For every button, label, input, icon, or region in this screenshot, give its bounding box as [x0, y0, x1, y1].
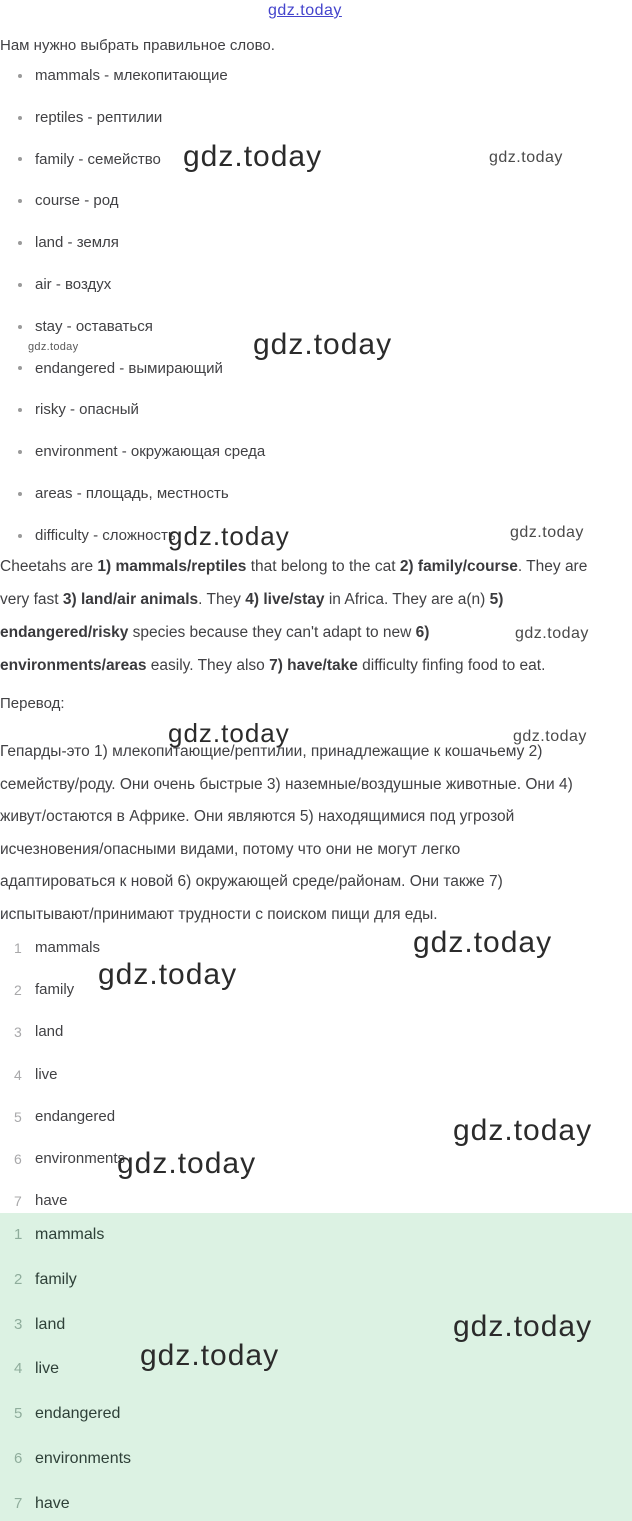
answer-number: 2 — [14, 1270, 23, 1288]
vocab-item — [0, 55, 265, 97]
exercise-line: endangered/risky species because they can't adapt to new 6) — [0, 624, 430, 641]
watermark: gdz.today — [489, 149, 563, 166]
watermark: gdz.today — [510, 524, 584, 541]
vocab-label: endangered - вымирающий — [35, 359, 223, 377]
answer-row — [0, 1213, 632, 1258]
answer-text: environments — [35, 1449, 132, 1467]
vocab-label: areas - площадь, местность — [35, 484, 229, 502]
bullet-icon — [18, 408, 22, 412]
vocab-label: difficulty - сложность — [35, 526, 176, 544]
vocab-label: reptiles - рептилии — [35, 108, 163, 126]
watermark: gdz.today — [183, 140, 323, 173]
vocab-label: stay - оставаться — [35, 317, 153, 335]
answer-number: 7 — [14, 1193, 22, 1210]
answers-panel-highlighted — [0, 1213, 632, 1521]
answer-text: land — [35, 1023, 64, 1041]
answer-number: 1 — [14, 940, 22, 956]
bullet-icon — [18, 366, 22, 370]
vocab-label: mammals - млекопитающие — [35, 67, 228, 84]
answer-number: 6 — [14, 1449, 23, 1467]
translation-line: живут/остаются в Африке. Они являются 5) находящимися под угрозой — [0, 808, 515, 825]
answer-row — [0, 1054, 632, 1096]
watermark: gdz.today — [513, 728, 587, 745]
bullet-icon — [18, 492, 22, 496]
exercise-line: very fast 3) land/air animals. They 4) live/stay in Africa. They are a(n) 5) — [0, 591, 504, 608]
watermark: gdz.today — [117, 1147, 257, 1180]
translation-line: Гепарды-это 1) млекопитающие/рептилии, принадлежащие к кошачьему 2) — [0, 743, 543, 760]
watermark: gdz.today — [453, 1310, 593, 1343]
bullet-icon — [18, 116, 22, 120]
answer-text: have — [35, 1494, 70, 1512]
answer-number: 4 — [14, 1066, 22, 1083]
bullet-icon — [18, 74, 22, 78]
watermark: gdz.today — [98, 958, 238, 991]
answer-text: endangered — [35, 1107, 116, 1125]
vocab-item — [0, 431, 265, 473]
vocab-item — [0, 222, 265, 264]
answer-row — [0, 1347, 632, 1392]
bullet-icon — [18, 534, 22, 538]
bullet-icon — [18, 157, 22, 161]
translation-line: исчезновения/опасными видами, потому что они не могут легко — [0, 840, 461, 858]
exercise-line: Cheetahs are 1) mammals/reptiles that belong to the cat 2) family/course. They are — [0, 558, 588, 575]
vocab-item — [0, 264, 265, 306]
answer-number: 2 — [14, 982, 22, 999]
answer-row — [0, 1437, 632, 1482]
vocab-label: course - род — [35, 192, 119, 210]
answer-number: 3 — [14, 1024, 22, 1041]
vocab-item — [0, 473, 265, 515]
translation-label: Перевод: — [0, 695, 65, 712]
answer-text: have — [35, 1192, 68, 1210]
bullet-icon — [18, 241, 22, 245]
translation-line: испытывают/принимают трудности с поиском пищи для еды. — [0, 905, 438, 923]
intro-text: Нам нужно выбрать правильное слово. — [0, 37, 275, 54]
answer-text: mammals — [35, 1226, 105, 1243]
answer-number: 7 — [14, 1494, 23, 1512]
watermark: gdz.today — [28, 341, 79, 353]
vocab-label: land - земля — [35, 234, 119, 252]
answer-row — [0, 1258, 632, 1303]
answer-number: 5 — [14, 1108, 22, 1125]
answer-row — [0, 1482, 632, 1521]
site-link-watermark[interactable]: gdz.today — [268, 2, 342, 19]
bullet-icon — [18, 199, 22, 203]
watermark: gdz.today — [140, 1339, 280, 1372]
watermark: gdz.today — [168, 718, 290, 748]
answer-number: 5 — [14, 1405, 23, 1423]
vocab-item — [0, 348, 265, 390]
answers-list — [0, 927, 632, 1222]
bullet-icon — [18, 325, 22, 329]
bullet-icon — [18, 450, 22, 454]
vocab-label: risky - опасный — [35, 401, 139, 419]
watermark: gdz.today — [453, 1114, 593, 1147]
answer-text: land — [35, 1315, 66, 1333]
vocabulary-list — [0, 55, 265, 557]
watermark: gdz.today — [168, 521, 290, 551]
answer-row — [0, 969, 632, 1011]
answer-number: 1 — [14, 1226, 23, 1243]
vocab-item — [0, 180, 265, 222]
translation-line: семейству/роду. Они очень быстрые 3) наземные/воздушные животные. Они 4) — [0, 775, 573, 793]
bullet-icon — [18, 283, 22, 287]
answer-text: endangered — [35, 1405, 121, 1423]
watermark: gdz.today — [253, 328, 393, 361]
answer-text: family — [35, 981, 75, 999]
answer-text: live — [35, 1360, 60, 1378]
vocab-label: family - семейство — [35, 150, 161, 168]
answer-number: 6 — [14, 1150, 22, 1167]
exercise-paragraph — [0, 550, 587, 682]
answer-text: family — [35, 1270, 77, 1288]
answer-row — [0, 1392, 632, 1437]
answer-text: environments — [35, 1149, 126, 1167]
exercise-line: environments/areas easily. They also 7) have/take difficulty finfing food to eat. — [0, 657, 546, 674]
vocab-label: environment - окружающая среда — [35, 443, 266, 461]
answer-number: 3 — [14, 1315, 23, 1333]
answer-number: 4 — [14, 1360, 23, 1378]
watermark: gdz.today — [413, 926, 553, 959]
watermark: gdz.today — [515, 625, 589, 642]
answer-text: live — [35, 1065, 58, 1083]
translation-paragraph — [0, 736, 573, 931]
translation-line: адаптироваться к новой 6) окружающей среде/районам. Они также 7) — [0, 873, 503, 890]
vocab-item — [0, 389, 265, 431]
answer-text: mammals — [35, 939, 101, 956]
vocab-label: air - воздух — [35, 275, 112, 293]
answer-row — [0, 1011, 632, 1053]
vocab-item — [0, 97, 265, 139]
